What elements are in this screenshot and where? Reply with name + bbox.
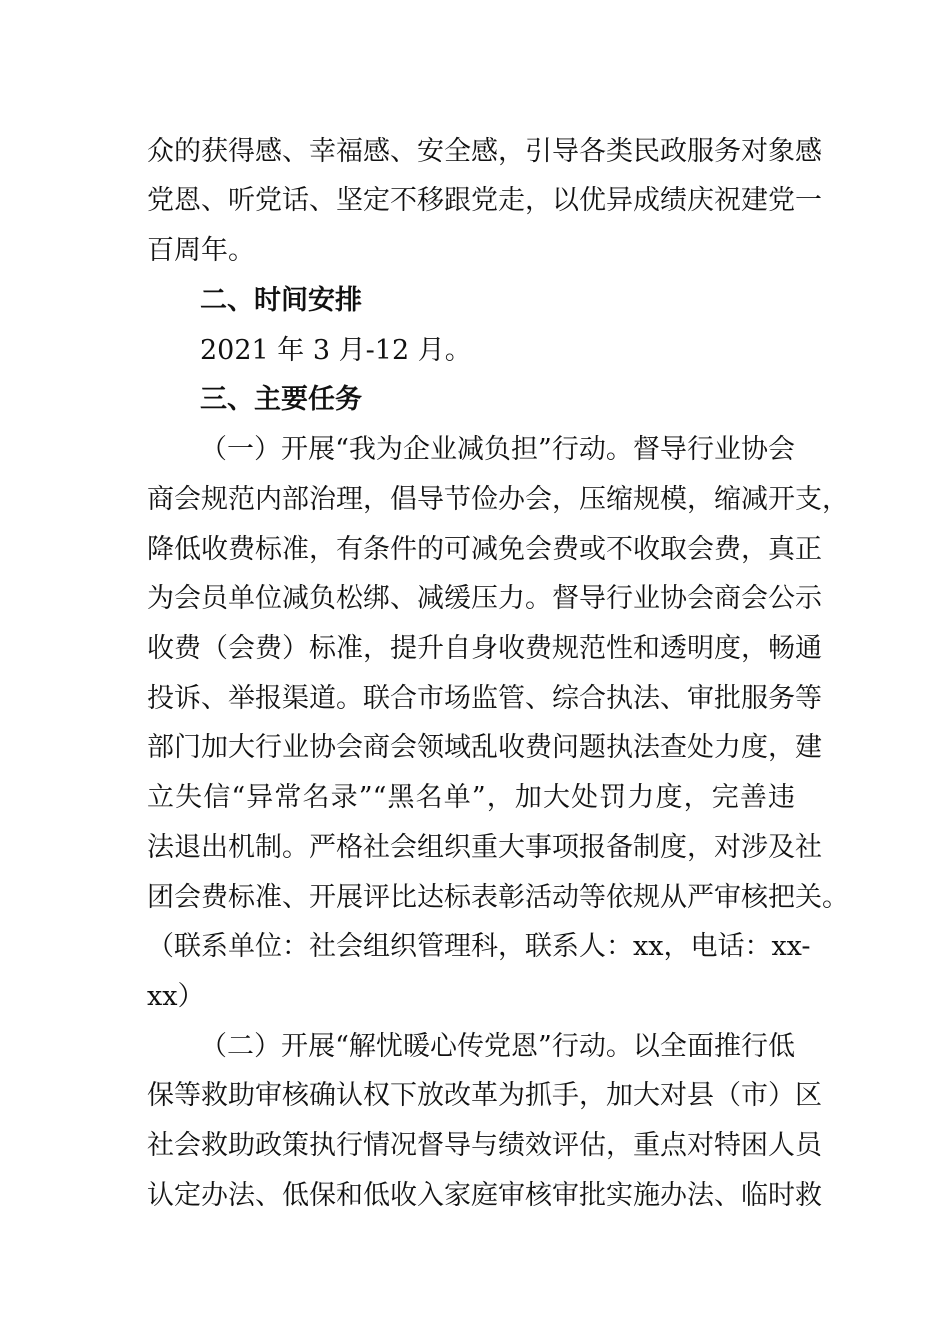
section-heading-schedule: 二、时间安排 [200,285,362,316]
task-1-line-4: 为会员单位减负松绑、减缓压力。督导行业协会商会公示 [147,583,822,614]
task-1-contact-line: （联系单位：社会组织管理科，联系人：xx，电话：xx- [147,931,811,962]
task-2-line-3: 社会救助政策执行情况督导与绩效评估，重点对特困人员 [147,1130,822,1161]
task-2-line-2: 保等救助审核确认权下放改革为抓手，加大对县（市）区 [147,1080,822,1111]
task-1-line-8: 立失信“异常名录”“黑名单”，加大处罚力度，完善违 [147,782,795,813]
body-line-3: 百周年。 [147,235,255,266]
task-2-line-1: （二）开展“解忧暖心传党恩”行动。以全面推行低 [200,1031,795,1062]
task-1-line-9: 法退出机制。严格社会组织重大事项报备制度，对涉及社 [147,832,822,863]
task-1-line-5: 收费（会费）标准，提升自身收费规范性和透明度，畅通 [147,633,822,664]
body-line-2: 党恩、听党话、坚定不移跟党走，以优异成绩庆祝建党一 [147,185,822,216]
task-1-line-3: 降低收费标准，有条件的可减免会费或不收取会费，真正 [147,534,822,565]
task-1-line-10: 团会费标准、开展评比达标表彰活动等依规从严审核把关。 [147,882,849,913]
body-line-1: 众的获得感、幸福感、安全感，引导各类民政服务对象感 [147,136,822,167]
task-2-line-4: 认定办法、低保和低收入家庭审核审批实施办法、临时救 [147,1180,822,1211]
task-1-line-7: 部门加大行业协会商会领域乱收费问题执法查处力度，建 [147,732,822,763]
task-1-line-1: （一）开展“我为企业减负担”行动。督导行业协会 [200,434,795,465]
schedule-text: 2021 年 3 月-12 月。 [200,335,472,366]
task-1-line-6: 投诉、举报渠道。联合市场监管、综合执法、审批服务等 [147,683,822,714]
task-1-line-2: 商会规范内部治理，倡导节俭办会，压缩规模，缩减开支， [147,484,849,515]
section-heading-tasks: 三、主要任务 [200,384,362,415]
task-1-contact-end: xx） [147,981,205,1012]
